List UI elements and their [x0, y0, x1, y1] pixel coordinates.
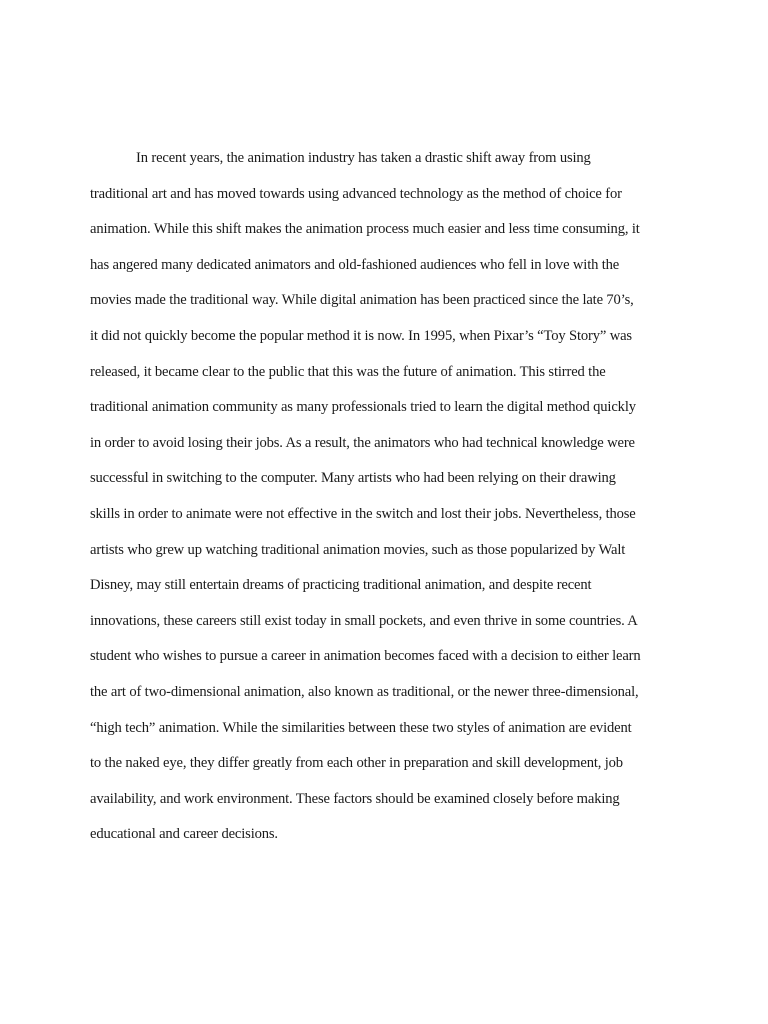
paragraph-line: successful in switching to the computer. Many artists who had been relying on their drawing [90, 470, 616, 487]
paragraph-line: has angered many dedicated animators and old-fashioned audiences who fell in love with the [90, 256, 620, 273]
paragraph-line: it did not quickly become the popular method it is now. In 1995, when Pixar’s “Toy Story” was [90, 327, 632, 344]
paragraph-line: availability, and work environment. These factors should be examined closely before making [90, 790, 620, 807]
paragraph-line: animation. While this shift makes the animation process much easier and less time consuming, it [90, 221, 640, 238]
paragraph-line: artists who grew up watching traditional animation movies, such as those popularized by Walt [90, 541, 626, 558]
paragraph-line: movies made the traditional way. While digital animation has been practiced since the late 70’s, [90, 292, 634, 309]
paragraph-line: traditional art and has moved towards using advanced technology as the method of choice for [90, 185, 622, 202]
paragraph-line: skills in order to animate were not effective in the switch and lost their jobs. Nevertheless, those [90, 505, 636, 522]
paragraph-line: educational and career decisions. [90, 826, 278, 843]
paragraph-line: to the naked eye, they differ greatly from each other in preparation and skill development, job [90, 755, 623, 772]
paragraph-line: “high tech” animation. While the similarities between these two styles of animation are evident [90, 719, 632, 736]
paragraph-line: released, it became clear to the public that this was the future of animation. This stirred the [90, 363, 606, 380]
paragraph-line: in order to avoid losing their jobs. As a result, the animators who had technical knowledge were [90, 434, 635, 451]
paragraph-line: student who wishes to pursue a career in animation becomes faced with a decision to either learn [90, 648, 641, 665]
paragraph-line: innovations, these careers still exist today in small pockets, and even thrive in some countries. A [90, 612, 638, 629]
body-paragraph [90, 141, 690, 853]
paragraph-line: the art of two-dimensional animation, also known as traditional, or the newer three-dimensional, [90, 683, 639, 700]
paragraph-line: traditional animation community as many professionals tried to learn the digital method quickly [90, 399, 636, 416]
paragraph-line: In recent years, the animation industry has taken a drastic shift away from using [136, 150, 591, 166]
paragraph-line: Disney, may still entertain dreams of practicing traditional animation, and despite recent [90, 577, 592, 594]
